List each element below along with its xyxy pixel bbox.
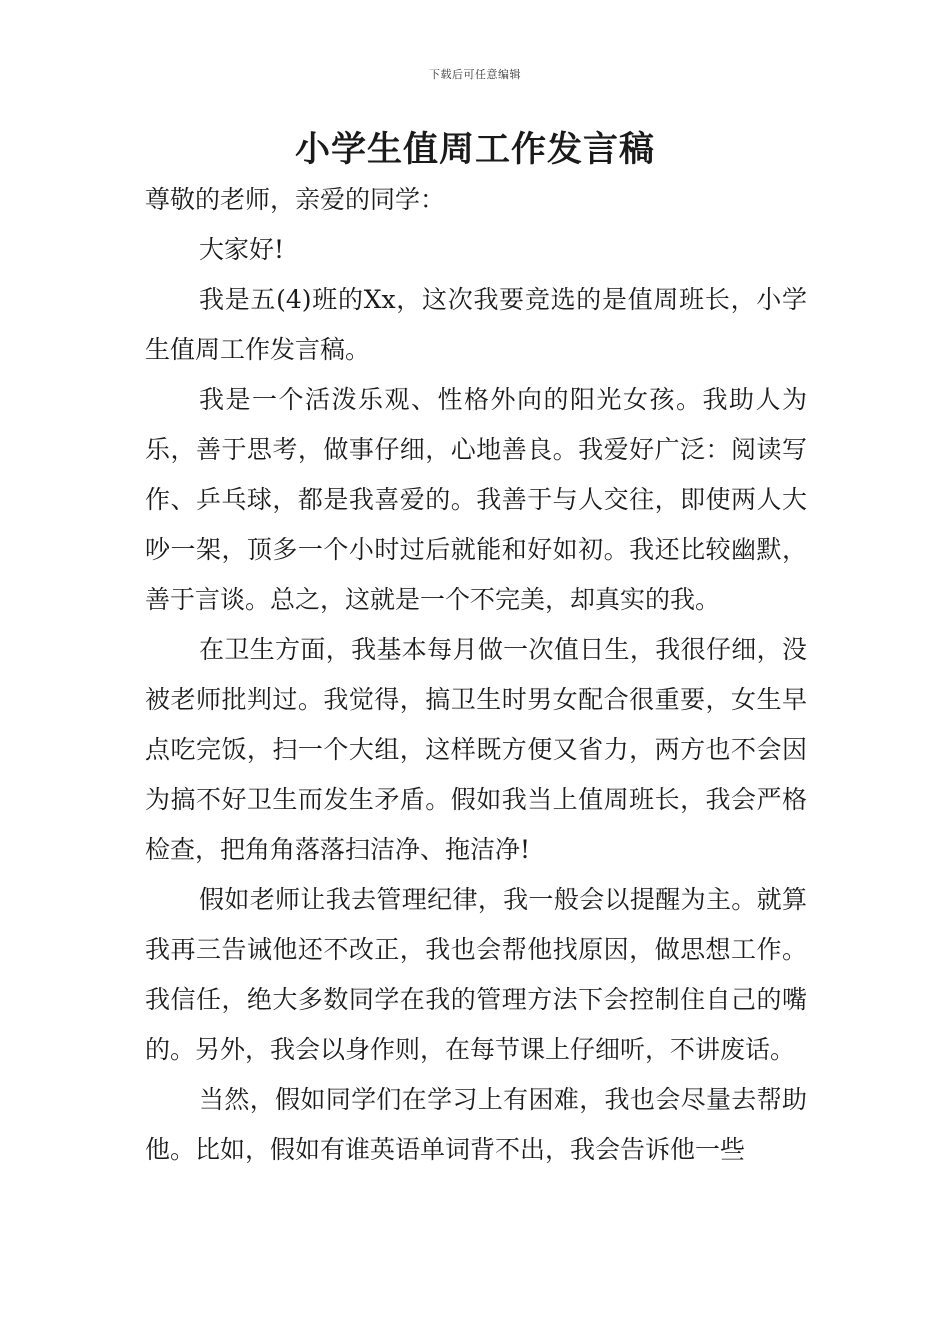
header-note: 下载后可任意编辑 — [429, 68, 521, 81]
document-body — [145, 175, 807, 1175]
paragraph-greeting: 大家好! — [199, 235, 285, 264]
paragraph-discipline: 假如老师让我去管理纪律，我一般会以提醒为主。就算我再三告诫他还不改正，我也会帮他找原因，做思想工作。我信任，绝大多数同学在我的管理方法下会控制住自己的嘴的。另外，我会以身作则，在每节课上仔细听，不讲废话。 — [145, 885, 807, 1064]
salutation: 尊敬的老师，亲爱的同学： — [145, 185, 446, 214]
paragraph-study-help: 当然，假如同学们在学习上有困难，我也会尽量去帮助他。比如，假如有谁英语单词背不出，我会告诉他一些 — [145, 1085, 807, 1164]
paragraph-personality: 我是一个活泼乐观、性格外向的阳光女孩。我助人为乐，善于思考，做事仔细，心地善良。我爱好广泛：阅读写作、乒乓球，都是我喜爱的。我善于与人交往，即使两人大吵一架，顶多一个小时过后就能和好如初。我还比较幽默，善于言谈。总之，这就是一个不完美，却真实的我。 — [145, 385, 807, 614]
document-title: 小学生值周工作发言稿 — [294, 130, 655, 170]
paragraph-hygiene: 在卫生方面，我基本每月做一次值日生，我很仔细，没被老师批判过。我觉得，搞卫生时男女配合很重要，女生早点吃完饭，扫一个大组，这样既方便又省力，两方也不会因为搞不好卫生而发生矛盾。假如我当上值周班长，我会严格检查，把角角落落扫洁净、拖洁净! — [145, 635, 807, 864]
paragraph-introduction: 我是五(4)班的Xx，这次我要竞选的是值周班长，小学生值周工作发言稿。 — [145, 285, 807, 364]
